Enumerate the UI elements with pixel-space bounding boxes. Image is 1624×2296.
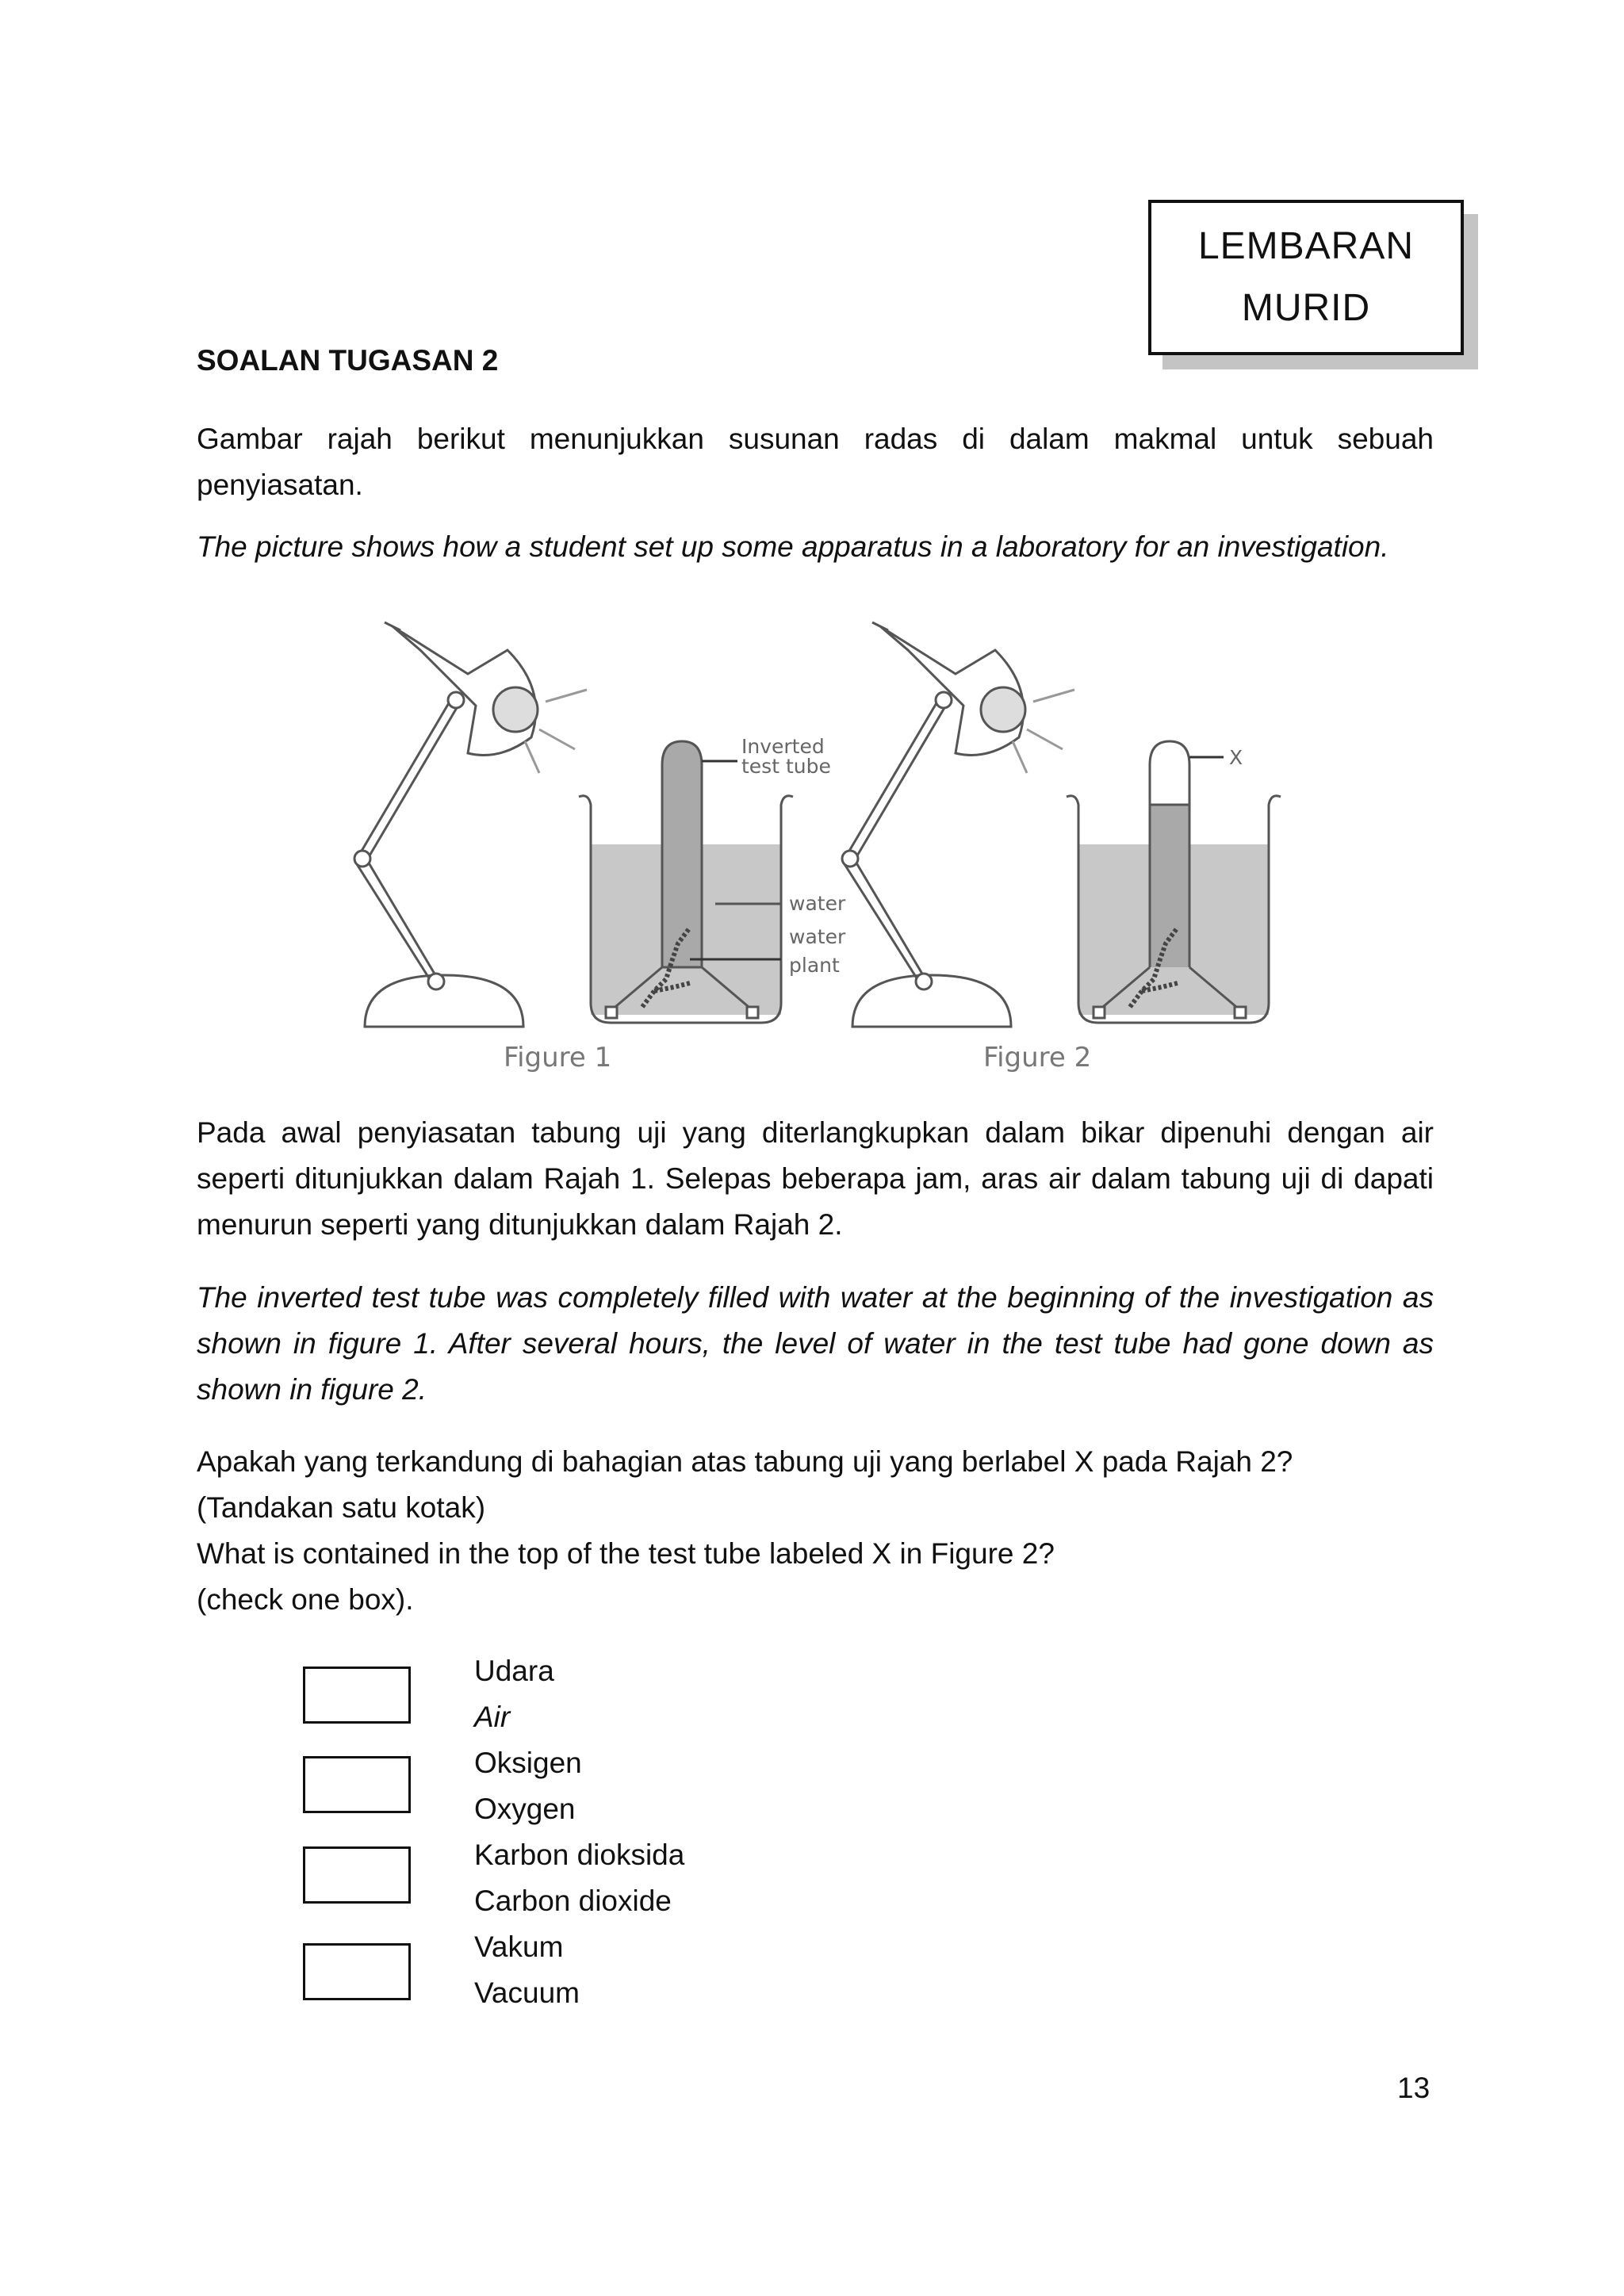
option-label-ms: Karbon dioksida bbox=[474, 1839, 685, 1871]
option-label-en: Air bbox=[474, 1701, 511, 1733]
question-block bbox=[197, 1439, 1434, 1623]
caption-figure-2: Figure 2 bbox=[983, 1042, 1092, 1073]
option-label-ms: Vakum bbox=[474, 1931, 564, 1963]
checkbox-karbon-dioksida[interactable] bbox=[303, 1846, 411, 1904]
label-plant-line1: water bbox=[789, 925, 846, 948]
body-malay: Pada awal penyiasatan tabung uji yang diterlangkupkan dalam bikar dipenuhi dengan air seperti ditunjukkan dalam Rajah 1. Selepas beberapa jam, aras air dalam tabung uji di dapati menurun seperti yang ditunjukkan dalam Rajah 2. bbox=[197, 1116, 1434, 1241]
figure-2 bbox=[842, 622, 1281, 1027]
stamp-line-2: MURID bbox=[1241, 287, 1371, 329]
task-heading: SOALAN TUGASAN 2 bbox=[197, 344, 499, 377]
stamp-line-1: LEMBARAN bbox=[1197, 225, 1415, 267]
body-english: The inverted test tube was completely filled with water at the beginning of the investigation as shown in figure 1. After several hours, the level of water in the test tube had gone down as shown in figure 2. bbox=[197, 1281, 1434, 1406]
label-inverted-line1: Inverted bbox=[741, 735, 825, 758]
label-water: water bbox=[789, 892, 846, 915]
student-sheet-stamp bbox=[1148, 200, 1464, 355]
option-label-ms: Oksigen bbox=[474, 1747, 582, 1779]
option-karbon-dioksida bbox=[474, 1832, 684, 1924]
checkbox-vakum-vacuum[interactable] bbox=[303, 1943, 411, 2000]
question-english: What is contained in the top of the test tube labeled X in Figure 2? bbox=[197, 1537, 1055, 1570]
question-malay-hint: (Tandakan satu kotak) bbox=[197, 1491, 486, 1524]
caption-figure-1: Figure 1 bbox=[504, 1042, 612, 1073]
intro-malay: Gambar rajah berikut menunjukkan susunan radas di dalam makmal untuk sebuah penyiasatan. bbox=[197, 423, 1434, 501]
option-label-ms: Udara bbox=[474, 1655, 554, 1687]
label-x: X bbox=[1229, 746, 1243, 769]
question-english-hint: (check one box). bbox=[197, 1583, 414, 1616]
option-label-en: Oxygen bbox=[474, 1793, 576, 1825]
label-inverted-line2: test tube bbox=[741, 755, 831, 778]
page-number: 13 bbox=[1397, 2072, 1431, 2104]
figure-1 bbox=[354, 622, 793, 1027]
label-plant-line2: plant bbox=[789, 954, 840, 977]
apparatus-figure bbox=[341, 603, 1293, 1090]
intro-english: The picture shows how a student set up some apparatus in a laboratory for an investigation. bbox=[197, 530, 1389, 563]
option-label-en: Vacuum bbox=[474, 1976, 580, 2009]
option-udara-air bbox=[474, 1648, 554, 1740]
option-oksigen-oxygen bbox=[474, 1740, 582, 1832]
question-malay: Apakah yang terkandung di bahagian atas tabung uji yang berlabel X pada Rajah 2? bbox=[197, 1445, 1293, 1478]
option-vakum-vacuum bbox=[474, 1924, 580, 2016]
checkbox-udara-air[interactable] bbox=[303, 1667, 411, 1724]
test-tube-1 bbox=[662, 741, 702, 967]
option-label-en: Carbon dioxide bbox=[474, 1885, 672, 1917]
checkbox-oksigen-oxygen[interactable] bbox=[303, 1756, 411, 1813]
